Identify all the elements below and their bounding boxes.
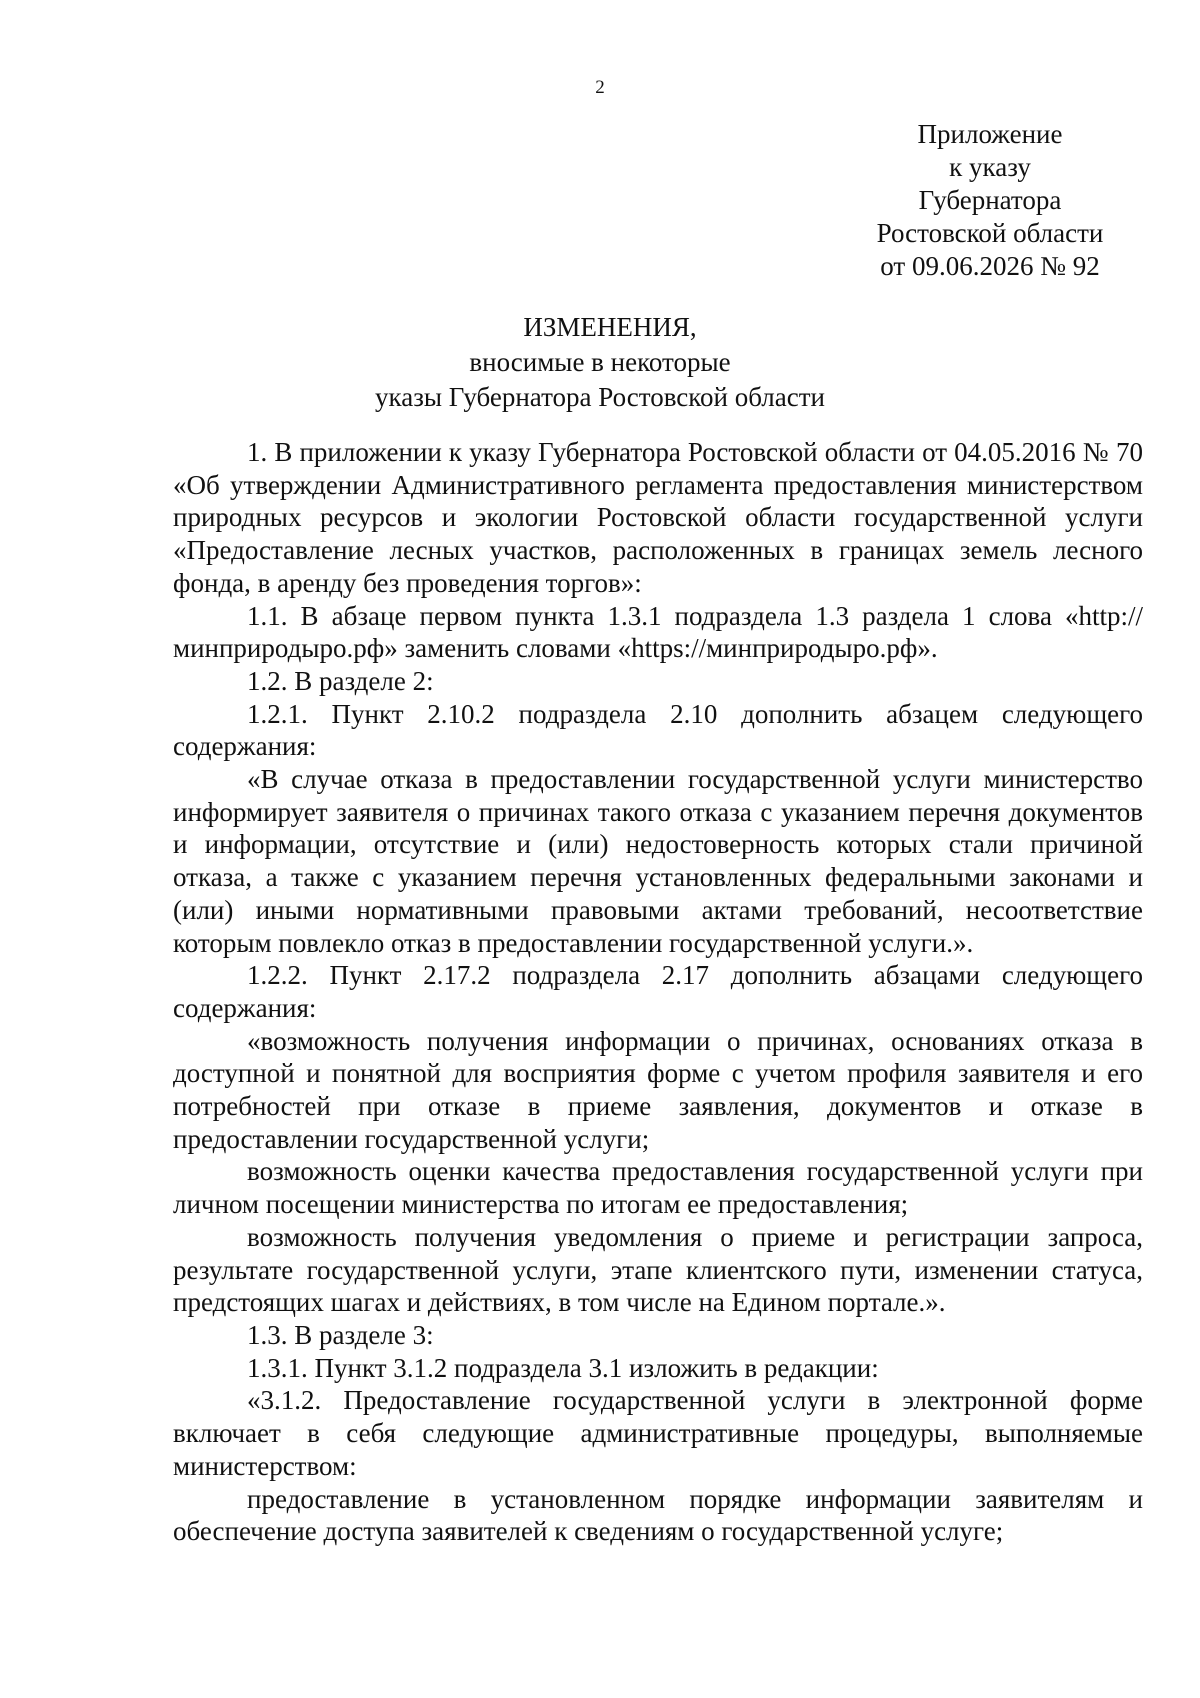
page-number: 2 bbox=[595, 77, 605, 98]
document-title bbox=[0, 310, 1200, 415]
title-subtitle: указы Губернатора Ростовской области bbox=[375, 382, 825, 412]
title-subtitle: вносимые в некоторые bbox=[469, 347, 731, 377]
paragraph: возможность получения уведомления о приеме и регистрации запроса, результате государственной услуги, этапе клиентского пути, изменении статуса, предстоящих шагах и действиях, в том числе на Едином портале.». bbox=[173, 1221, 1143, 1318]
paragraph: 1.1. В абзаце первом пункта 1.3.1 подраздела 1.3 раздела 1 слова «http://минприродыро.рф» заменить словами «https://минприродыро.рф». bbox=[173, 600, 1143, 664]
paragraph: 1.3.1. Пункт 3.1.2 подраздела 3.1 изложить в редакции: bbox=[247, 1352, 879, 1383]
appendix-line: Губернатора bbox=[918, 185, 1062, 215]
paragraph: 1. В приложении к указу Губернатора Ростовской области от 04.05.2016 № 70 «Об утверждении Административного регламента предоставления министерством природных ресурсов и экологии Ростовской области государственной услуги «Предоставление лесных участков, расположенных в границах земель лесного фонда, в аренду без проведения торгов»: bbox=[173, 437, 1143, 598]
paragraph: 1.3. В разделе 3: bbox=[247, 1319, 434, 1350]
document-body bbox=[173, 436, 1143, 1548]
paragraph: «3.1.2. Предоставление государственной услуги в электронной форме включает в себя следующие административные процедуры, выполняемые министерством: bbox=[173, 1385, 1143, 1481]
paragraph: 1.2.2. Пункт 2.17.2 подраздела 2.17 дополнить абзацами следующего содержания: bbox=[173, 960, 1143, 1023]
appendix-header bbox=[850, 118, 1130, 283]
appendix-line: от 09.06.2026 № 92 bbox=[880, 251, 1100, 281]
appendix-line: к указу bbox=[949, 152, 1031, 182]
title-main: ИЗМЕНЕНИЯ, bbox=[523, 312, 697, 342]
appendix-line: Ростовской области bbox=[876, 218, 1104, 248]
appendix-line: Приложение bbox=[917, 119, 1063, 149]
paragraph: 1.2. В разделе 2: bbox=[247, 665, 434, 696]
paragraph: возможность оценки качества предоставления государственной услуги при личном посещении министерства по итогам ее предоставления; bbox=[173, 1156, 1143, 1220]
paragraph: 1.2.1. Пункт 2.10.2 подраздела 2.10 дополнить абзацем следующего содержания: bbox=[173, 698, 1143, 762]
paragraph: «В случае отказа в предоставлении государственной услуги министерство информирует заявителя о причинах такого отказа с указанием перечня документов и информации, отсутствие и (или) недостоверность которых стали причиной отказа, а также с указанием перечня установленных федеральными законами и (или) иными нормативными правовыми актами требований, несоответствие которым повлекло отказ в предоставлении государственной услуги.». bbox=[173, 764, 1143, 958]
paragraph: «возможность получения информации о причинах, основаниях отказа в доступной и понятной для восприятия форме с учетом профиля заявителя и его потребностей при отказе в приеме заявления, документов и отказе в предоставлении государственной услуги; bbox=[173, 1025, 1143, 1154]
paragraph: предоставление в установленном порядке информации заявителям и обеспечение доступа заявителей к сведениям о государственной услуге; bbox=[173, 1483, 1143, 1547]
